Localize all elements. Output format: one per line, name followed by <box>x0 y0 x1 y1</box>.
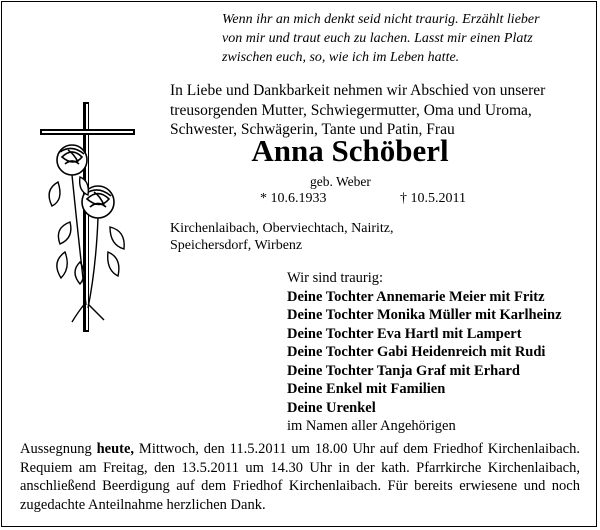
mourner-line: Deine Enkel mit Familien <box>287 381 446 397</box>
mourner-line: Deine Urenkel <box>287 399 376 416</box>
mourner-line: Deine Tochter Monika Müller mit Karlheinz <box>287 307 562 323</box>
mourners-closing: im Namen aller Angehörigen <box>287 418 456 434</box>
poem-line: von mir und traut euch zu lachen. Lasst mir einen Platz <box>222 31 533 46</box>
mourner-line: Deine Tochter Tanja Graf mit Erhard <box>287 362 520 379</box>
deceased-name: Anna Schöberl <box>251 133 449 168</box>
mourners-list <box>287 269 587 436</box>
funeral-details <box>20 440 580 514</box>
poem-line: zwischen euch, so, wie ich im Leben hatte. <box>222 50 460 65</box>
intro-line: treusorgenden Mutter, Schwiegermutter, Oma und Uroma, <box>170 101 532 119</box>
death-date: † 10.5.2011 <box>400 191 466 206</box>
born-name: geb. Weber <box>310 174 371 189</box>
mourner-line: Deine Tochter Eva Hartl mit Lampert <box>287 325 522 342</box>
birth-date: * 10.6.1933 <box>260 191 327 206</box>
deceased-name-row <box>0 131 600 171</box>
footer-lead: Aussegnung <box>20 441 97 457</box>
mourner-line: Deine Tochter Gabi Heidenreich mit Rudi <box>287 344 546 360</box>
footer-bold: heute, <box>96 441 135 457</box>
places-line: Kirchenlaibach, Oberviechtach, Nairitz, <box>170 221 394 236</box>
mourner-line: Deine Tochter Annemarie Meier mit Fritz <box>287 288 545 305</box>
places-line: Speichersdorf, Wirbenz <box>170 238 303 253</box>
places <box>170 220 430 254</box>
poem <box>222 10 582 67</box>
intro-line: In Liebe und Dankbarkeit nehmen wir Abschied von unserer <box>170 82 546 99</box>
mourners-intro: Wir sind traurig: <box>287 270 384 286</box>
intro-line: Schwester, Schwägerin, Tante und Patin, Frau <box>170 121 455 138</box>
footer-rest: Mittwoch, den 11.5.2011 um 18.00 Uhr auf dem Friedhof Kirchenlaibach. Requiem am Freitag, den 13.5.2011 um 14.30 Uhr in der kath. Pfarrkirche Kirchenlaibach, anschließend Beerdigung auf dem Friedhof Kirchenlaibach. Für bereits erwiesene und noch zugedachte Anteilnahme herzlichen Dank. <box>20 441 580 513</box>
poem-line: Wenn ihr an mich denkt seid nicht traurig. Erzählt lieber <box>222 12 540 27</box>
